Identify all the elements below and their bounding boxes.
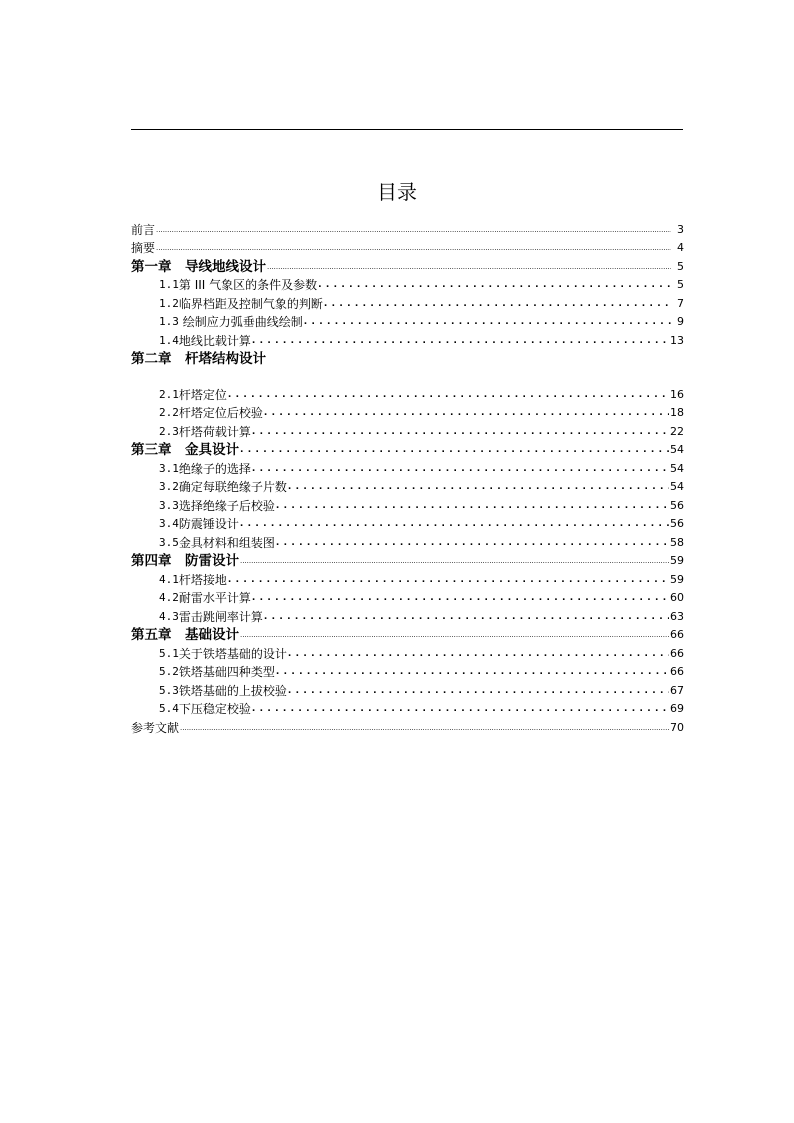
dot-leader	[252, 332, 669, 348]
toc-page-number: 22	[670, 424, 684, 438]
toc-entry-section[interactable]	[131, 513, 684, 532]
dot-leader	[228, 386, 669, 402]
dot-leader	[264, 404, 669, 420]
toc-page-number: 3	[677, 222, 684, 236]
toc-entry-section[interactable]	[131, 642, 684, 661]
toc-page-number: 69	[670, 702, 684, 715]
dot-leader	[288, 478, 669, 494]
toc-page-number: 18	[670, 406, 684, 419]
toc-entry-section[interactable]	[131, 311, 684, 330]
toc-entry-section[interactable]	[131, 661, 684, 680]
toc-section-number: 1.3	[159, 315, 179, 328]
toc-entry-section[interactable]	[131, 605, 684, 624]
toc-section-number: 2.3	[159, 424, 179, 438]
toc-entry-chapter[interactable]	[131, 550, 684, 569]
toc-section-number: 5.4	[159, 702, 179, 715]
toc-section-label: 绝缘子的选择	[178, 461, 251, 476]
dot-leader	[276, 663, 669, 679]
toc-entry-section[interactable]	[131, 494, 684, 513]
dot-leader	[228, 571, 669, 587]
dot-leader	[288, 645, 669, 661]
toc-entry-section[interactable]	[131, 568, 684, 587]
toc-page-number: 4	[677, 241, 684, 254]
toc-entry-front-matter[interactable]	[131, 237, 684, 256]
toc-page-number: 56	[670, 498, 684, 512]
toc-section-label: 杆塔荷载计算	[178, 424, 251, 439]
toc-section-label: 铁塔基础四种类型	[178, 665, 275, 679]
toc-entry-label: 前言	[131, 222, 156, 237]
dot-leader	[276, 534, 669, 550]
toc-page-number: 5	[677, 259, 684, 273]
toc-section-label: 下压稳定校验	[178, 702, 251, 716]
toc-entry-chapter[interactable]	[131, 255, 684, 274]
toc-page-number: 54	[670, 461, 684, 475]
dot-leader	[252, 700, 669, 716]
toc-section-number: 5.2	[159, 665, 179, 678]
toc-page-number: 9	[677, 315, 684, 328]
toc-section-number: 5.3	[159, 683, 179, 697]
dot-leader	[240, 626, 669, 642]
dot-leader	[180, 719, 669, 735]
toc-entry-section[interactable]	[131, 476, 684, 495]
toc-page-number: 5	[677, 278, 684, 291]
toc-chapter-label: 第三章 金具设计	[131, 442, 239, 458]
dot-leader	[276, 497, 669, 513]
toc-entry-section[interactable]	[131, 329, 684, 348]
toc-page-number: 58	[670, 535, 684, 549]
toc-entry-label: 参考文献	[131, 720, 180, 735]
dot-leader	[240, 441, 669, 457]
toc-page-number: 66	[670, 628, 684, 641]
dot-leader	[324, 295, 671, 311]
toc-section-label: 关于铁塔基础的设计	[178, 646, 287, 661]
toc-page-number: 70	[670, 720, 684, 734]
toc-entry-section[interactable]	[131, 698, 684, 717]
dot-leader	[288, 682, 669, 698]
dot-leader	[240, 552, 669, 568]
toc-entry-section[interactable]	[131, 383, 684, 402]
toc-section-label: 第 III 气象区的条件及参数	[178, 278, 318, 292]
toc-entry-references[interactable]	[131, 716, 684, 735]
dot-leader	[156, 221, 671, 237]
dot-leader	[156, 239, 671, 255]
toc-entry-section[interactable]	[131, 274, 684, 293]
dot-leader	[252, 423, 669, 439]
toc-section-label: 确定每联绝缘子片数	[178, 480, 287, 494]
page-title: 目录	[377, 180, 417, 204]
toc-section-label: 杆塔定位后校验	[178, 406, 263, 420]
toc-entry-section[interactable]	[131, 402, 684, 421]
toc-page-number: 54	[670, 480, 684, 493]
toc-section-number: 4.1	[159, 572, 179, 586]
toc-section-label: 杆塔定位	[178, 387, 227, 402]
toc-entry-section[interactable]	[131, 587, 684, 606]
toc-chapter-label: 第五章 基础设计	[131, 627, 239, 643]
toc-section-number: 3.3	[159, 498, 179, 512]
toc-page-number: 13	[670, 333, 684, 347]
dot-leader	[264, 608, 669, 624]
dot-leader	[318, 276, 671, 292]
toc-page-number: 56	[670, 517, 684, 530]
toc-chapter-label: 第四章 防雷设计	[131, 553, 239, 569]
toc-section-label: 临界档距及控制气象的判断	[178, 296, 323, 311]
dot-leader	[267, 258, 671, 274]
toc-section-number: 3.1	[159, 461, 179, 475]
dot-leader	[240, 515, 669, 531]
toc-section-label: 雷击跳闸率计算	[178, 609, 263, 624]
toc-section-number: 4.3	[159, 609, 179, 623]
toc-section-number: 2.1	[159, 387, 179, 401]
toc-section-label: 地线比载计算	[178, 333, 251, 348]
toc-section-number: 3.2	[159, 480, 179, 493]
toc-page-number: 66	[670, 646, 684, 660]
toc-entry-chapter[interactable]	[131, 348, 684, 367]
toc-section-number: 1.4	[159, 333, 179, 347]
toc-section-label: 选择绝缘子后校验	[178, 498, 275, 513]
toc-page-number: 54	[670, 443, 684, 456]
toc-page-number: 63	[670, 609, 684, 623]
toc-section-number: 1.2	[159, 296, 179, 310]
toc-entry-section[interactable]	[131, 420, 684, 439]
toc-entry-section[interactable]	[131, 457, 684, 476]
toc-section-number: 3.5	[159, 535, 179, 549]
toc-entry-section[interactable]	[131, 679, 684, 698]
toc-section-number: 5.1	[159, 646, 179, 660]
toc-section-number: 4.2	[159, 591, 179, 604]
dot-leader	[304, 313, 671, 329]
toc-page-number: 66	[670, 665, 684, 678]
toc-section-number: 3.4	[159, 517, 179, 530]
toc-entry-chapter[interactable]	[131, 439, 684, 458]
toc-section-label: 铁塔基础的上拔校验	[178, 683, 287, 698]
table-of-contents	[131, 218, 684, 735]
toc-entry-section[interactable]	[131, 531, 684, 550]
toc-page-number: 67	[670, 683, 684, 697]
toc-page-number: 7	[677, 296, 684, 310]
dot-leader	[252, 460, 669, 476]
toc-section-label: 杆塔接地	[178, 572, 227, 587]
dot-leader	[252, 589, 669, 605]
toc-page-number: 16	[670, 387, 684, 401]
toc-entry-section[interactable]	[131, 292, 684, 311]
toc-chapter-label: 第一章 导线地线设计	[131, 258, 266, 275]
toc-page-number: 59	[670, 572, 684, 586]
toc-section-label: 绘制应力弧垂曲线绘制	[178, 315, 303, 329]
toc-section-label: 防震锤设计	[178, 517, 239, 531]
toc-section-number: 1.1	[159, 278, 179, 291]
toc-page-number: 59	[670, 554, 684, 567]
toc-entry-label: 摘要	[131, 241, 156, 255]
toc-section-label: 耐雷水平计算	[178, 591, 251, 605]
toc-page-number: 60	[670, 591, 684, 604]
toc-section-number: 2.2	[159, 406, 179, 419]
toc-section-label: 金具材料和组装图	[178, 535, 275, 550]
toc-entry-front-matter[interactable]	[131, 218, 684, 237]
toc-chapter-label: 第二章 杆塔结构设计	[131, 351, 266, 367]
header-rule	[131, 129, 683, 130]
toc-entry-chapter[interactable]	[131, 624, 684, 643]
